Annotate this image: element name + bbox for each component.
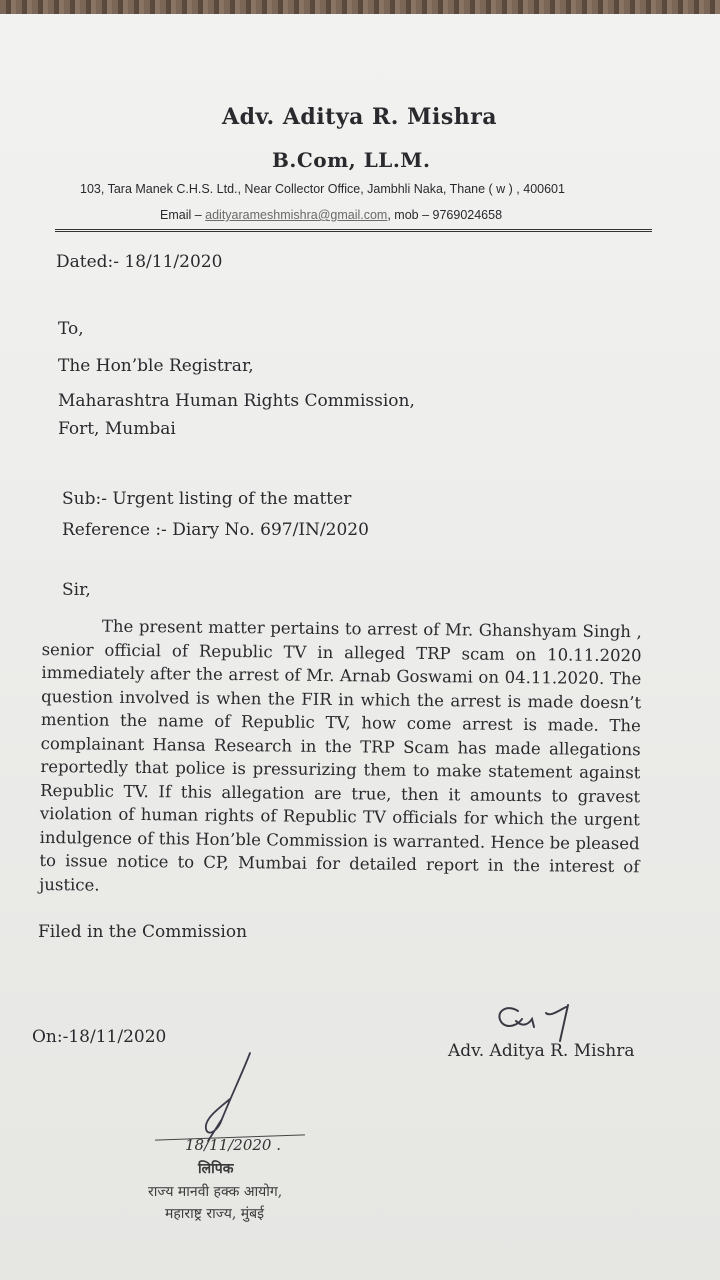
- body-paragraph: [39, 614, 642, 902]
- recipient-title: The Hon’ble Registrar,: [58, 356, 254, 376]
- signature-mark: [488, 999, 598, 1044]
- receipt-signature: [200, 1049, 270, 1144]
- recipient-organization: Maharashtra Human Rights Commission,: [58, 391, 415, 411]
- receipt-commission: राज्य मानवी हक्क आयोग,: [148, 1184, 283, 1200]
- email-link[interactable]: adityarameshmishra@gmail.com: [205, 208, 388, 222]
- recipient-location: Fort, Mumbai: [58, 419, 176, 439]
- receipt-date: 18/11/2020 .: [185, 1136, 281, 1154]
- subject-line: Sub:- Urgent listing of the matter: [62, 489, 352, 509]
- mobile-number: , mob – 9769024658: [387, 208, 503, 222]
- on-date: On:-18/11/2020: [32, 1027, 167, 1047]
- body-text: The present matter pertains to arrest of Mr. Ghanshyam Singh , senior official of Republic TV in alleged TRP scam on 10.11.2020 immediately after the arrest of Mr. Arnab Goswami on 04.11.2020. The question involved is when the FIR in which the arrest is made doesn’t mention the name of Republic TV, how come arrest is made. The complainant Hansa Research in the TRP Scam has made allegations reportedly that police is pressurizing them to make statement against Republic TV. If this allegation are true, then it amounts to gravest violation of human rights of Republic TV officials for which the urgent indulgence of this Hon’ble Commission is warranted. Hence be pleased to issue notice to CP, Mumbai for detailed report in the interest of justice.: [39, 616, 642, 895]
- letterhead-address: 103, Tara Manek C.H.S. Ltd., Near Collector Office, Jambhli Naka, Thane ( w ) , 400601: [80, 182, 565, 196]
- letterhead-name: Adv. Aditya R. Mishra: [222, 104, 498, 130]
- filed-note: Filed in the Commission: [38, 922, 248, 942]
- letter-page: [0, 14, 720, 1280]
- to-line: To,: [58, 319, 84, 339]
- receipt-state: महाराष्ट्र राज्य, मुंबई: [165, 1206, 265, 1222]
- letterhead-qualifications: B.Com, LL.M.: [272, 148, 431, 172]
- receipt-clerk: लिपिक: [198, 1161, 234, 1177]
- letterhead-divider: [55, 229, 652, 232]
- reference-line: Reference :- Diary No. 697/IN/2020: [62, 520, 369, 540]
- letterhead-contact: [160, 208, 502, 222]
- dated-line: Dated:- 18/11/2020: [56, 252, 223, 272]
- email-label: Email –: [160, 208, 206, 222]
- salutation: Sir,: [62, 580, 91, 600]
- signer-name: Adv. Aditya R. Mishra: [448, 1041, 635, 1061]
